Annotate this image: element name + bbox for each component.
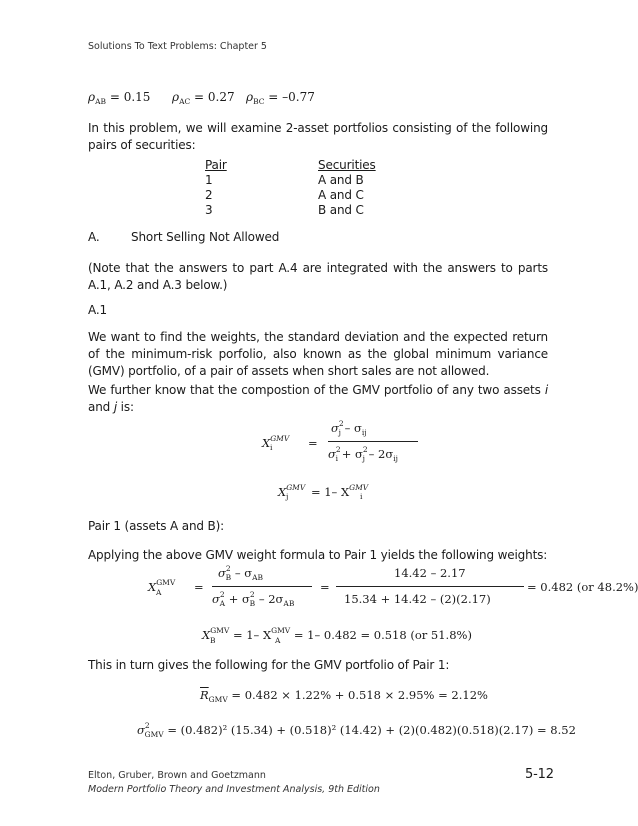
xa-result: = 0.482 (or 48.2%) [527, 580, 638, 594]
xb-line: $X^{GMV} = 1-$ $X^{GMV} = 1-$ 0.482 = 0.518 (or 51.8%) [202, 626, 472, 642]
apply-text: Applying the above GMV weight formula to Pair 1 yields the following weights: [88, 548, 548, 562]
xb-sub: B [210, 636, 216, 645]
table-header-securities: Securities [318, 158, 376, 172]
table-cell: A and B [318, 173, 364, 187]
gives-text: This in turn gives the following for the GMV portfolio of Pair 1: [88, 658, 450, 672]
table-cell: B and C [318, 203, 364, 217]
formula-sub-j: j [286, 492, 289, 501]
expected-return-formula: $\overline{R}_{GMV} = 0.482 \times 1.22\% + 0.518 \times 2.95\% = 2.12\%$ [200, 688, 488, 704]
fraction-bar [212, 586, 312, 587]
correlation-bc: $\rho_{BC} = -0.77$ [246, 90, 315, 106]
pair1-label: Pair 1 (assets A and B): [88, 519, 225, 533]
section-label: A. [88, 230, 100, 244]
correlation-ac: $\rho_{AC} = 0.27$ [172, 90, 235, 106]
subsection-label: A.1 [88, 303, 107, 317]
eq1: = [194, 580, 204, 594]
running-header: Solutions To Text Problems: Chapter 5 [88, 41, 267, 52]
table-header-pair: Pair [205, 158, 227, 172]
xa-lhs: $X^{GMV}$ [148, 578, 176, 594]
sym-numerator: $\sigma^2_B - \sigma_{AB}$ [218, 564, 264, 582]
xa-sub2: A [275, 636, 281, 645]
page-number: 5-12 [525, 767, 554, 782]
table-cell: 1 [205, 173, 213, 187]
section-title: Short Selling Not Allowed [131, 230, 280, 244]
fraction-bar [328, 441, 418, 442]
num-numerator: 14.42 – 2.17 [394, 566, 466, 580]
table-cell: A and C [318, 188, 364, 202]
xa-sub: A [156, 588, 162, 597]
formula-lhs: $X^{GMV}$ [262, 434, 290, 450]
num-denominator: 15.34 + 14.42 – (2)(2.17) [344, 592, 491, 606]
formula-eq: = [308, 436, 318, 450]
formula-sub-i2: i [360, 492, 363, 501]
sym-denominator: $\sigma^2_A + \sigma^2_B - 2\sigma_{AB}$ [212, 590, 295, 608]
weights-paragraph: We want to find the weights, the standard deviation and the expected return of the minimum-risk porfolio, also known as the global minimum variance (GMV) portfolio, of a pair of assets when short sales are not allowed. [88, 330, 548, 378]
formula-denominator: $\sigma^2_i + \sigma^2_j - 2\sigma_{ij}$ [328, 445, 398, 463]
footer-book: Modern Portfolio Theory and Investment Analysis, 9th Edition [88, 784, 380, 795]
formula-xj: $X^{GMV} = 1-$ $X^{GMV}$ [278, 483, 369, 499]
composition-paragraph: We further know that the compostion of the GMV portfolio of any two assets i and j is: [88, 383, 548, 414]
variance-formula: $\sigma^2_{GMV} = (0.482)^2$ (15.34) + (0.518)² (14.42) + (2)(0.482)(0.518)(2.17) = 8.52 [137, 721, 576, 739]
formula-sub-i: i [270, 443, 273, 452]
correlation-ab: $\rho_{AB} = 0.15$ [88, 90, 151, 106]
footer-authors: Elton, Gruber, Brown and Goetzmann [88, 770, 266, 781]
note-paragraph: (Note that the answers to part A.4 are integrated with the answers to parts A.1, A.2 and A.3 below.) [88, 261, 548, 292]
eq2: = [320, 580, 330, 594]
formula-numerator: $\sigma^2_j - \sigma_{ij}$ [331, 419, 367, 437]
table-cell: 3 [205, 203, 213, 217]
fraction-bar [336, 586, 524, 587]
table-cell: 2 [205, 188, 213, 202]
intro-paragraph: In this problem, we will examine 2-asset portfolios consisting of the following pairs of securities: [88, 121, 548, 152]
